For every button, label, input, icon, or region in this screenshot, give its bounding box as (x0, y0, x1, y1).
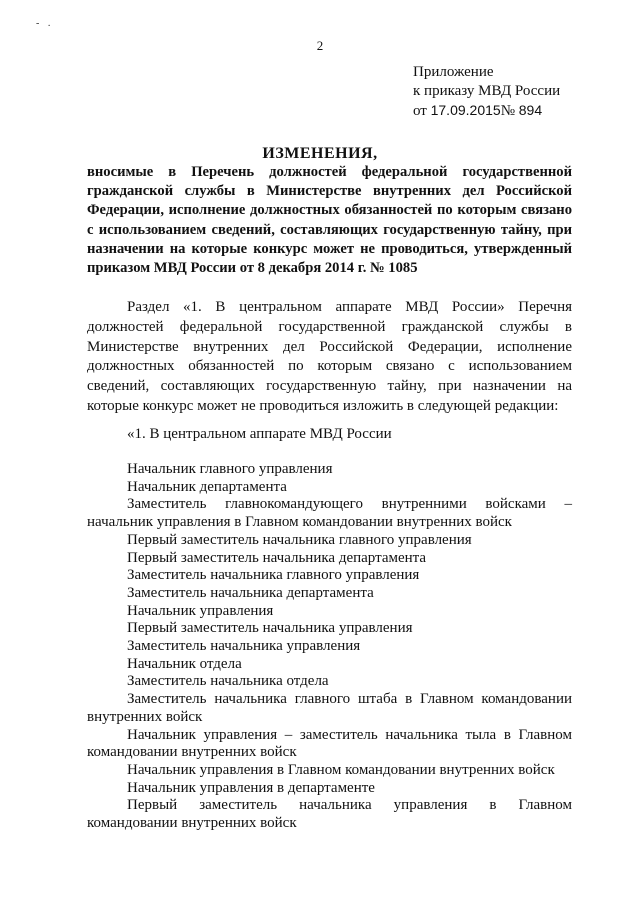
position-item: Заместитель начальника главного управления (127, 567, 420, 584)
position-item: Начальник отдела (127, 655, 242, 672)
document-title: ИЗМЕНЕНИЯ, (262, 145, 378, 162)
appendix-number: 894 (518, 102, 543, 118)
appendix-from-label: от (413, 103, 427, 119)
positions-list (87, 461, 572, 833)
page-number: 2 (316, 38, 324, 53)
position-item: Начальник управления – заместитель начальника тыла в Главном командовании внутренних войск (87, 726, 572, 761)
position-item: Заместитель начальника департамента (127, 584, 374, 601)
position-item: Начальник департамента (127, 478, 287, 495)
position-item: Заместитель начальника главного штаба в Главном командовании внутренних войск (87, 691, 572, 725)
position-item: Первый заместитель начальника главного управления (127, 531, 472, 548)
document-subtitle: вносимые в Перечень должностей федеральной государственной гражданской службы в Министерстве внутренних дел Российской Федерации, исполнение должностных обязанностей по которым связано с использованием сведений, составляющих государственную тайну, при назначении на которые конкурс может не проводиться, утвержденный приказом МВД России от 8 декабря 2014 г. № 1085 (87, 164, 572, 277)
scan-mark: - . (36, 18, 54, 29)
position-item: Начальник управления в департаменте (127, 779, 375, 796)
position-item: Заместитель начальника отдела (127, 673, 329, 690)
position-item: Заместитель главнокомандующего внутренними войсками – начальник управления в Главном командовании внутренних войск (87, 496, 572, 531)
position-item: Начальник управления в Главном командовании внутренних войск (127, 761, 555, 778)
appendix-number-label: № (500, 103, 515, 119)
position-item: Заместитель начальника управления (127, 638, 361, 655)
appendix-line-1: Приложение (413, 64, 494, 80)
position-item: Первый заместитель начальника департамента (127, 549, 427, 566)
position-item: Первый заместитель начальника управления в Главном командовании внутренних войск (87, 797, 572, 832)
position-item: Начальник главного управления (127, 461, 333, 477)
position-item: Первый заместитель начальника управления (127, 620, 413, 637)
appendix-block (413, 63, 560, 121)
position-item: Начальник управления (127, 602, 274, 619)
intro-paragraph: Раздел «1. В центральном аппарате МВД России» Перечня должностей федеральной государственной гражданской службы в Министерстве внутренних дел Российской Федерации, исполнение должностных обязанностей по которым связано с использованием сведений, составляющих государственную тайну, при назначении на которые конкурс может не проводиться изложить в следующей редакции: (87, 299, 572, 414)
appendix-line-2: к приказу МВД России (413, 83, 561, 99)
appendix-line-3 (413, 101, 560, 121)
appendix-date: 17.09.2015 (430, 102, 501, 118)
section-heading: «1. В центральном аппарате МВД России (127, 426, 392, 442)
